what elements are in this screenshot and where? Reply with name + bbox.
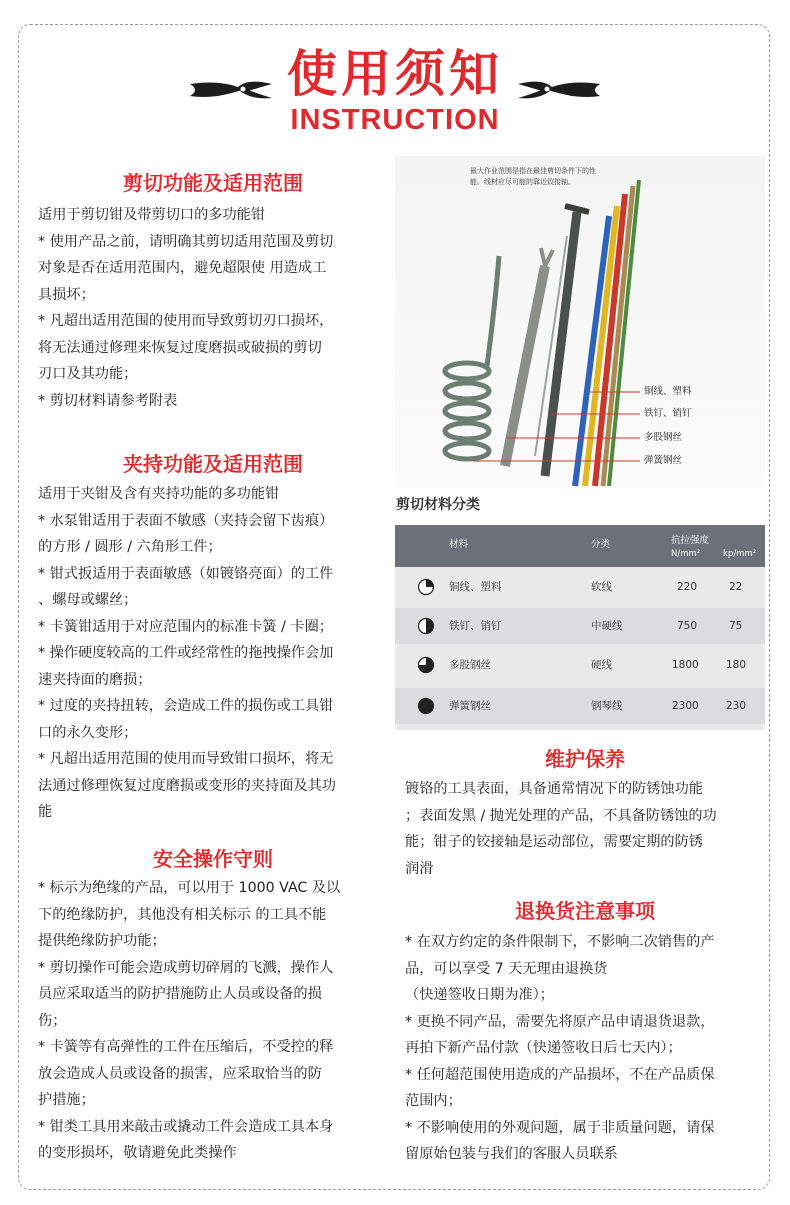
text-line: 、螺母或螺丝； bbox=[38, 592, 138, 608]
cell-category: 钢琴线 bbox=[591, 700, 623, 712]
text-line: * 卡簧钳适用于对应范围内的标准卡簧 / 卡圈； bbox=[38, 618, 333, 635]
section-body-maintenance bbox=[405, 776, 765, 882]
text-line: 品，可以享受 7 天无理由退换货 bbox=[405, 960, 608, 977]
header-unit-n: N/mm² bbox=[671, 549, 701, 559]
text-line: * 卡簧等有高弹性的工件在压缩后，不受控的释 bbox=[38, 1039, 334, 1055]
cell-n: 220 bbox=[677, 581, 698, 593]
cell-kp: 180 bbox=[726, 659, 747, 671]
text-line: 放会造成人员或设备的损害，应采取恰当的防 bbox=[38, 1065, 322, 1082]
text-line: * 标示为绝缘的产品，可以用于 1000 VAC 及以 bbox=[38, 880, 341, 896]
text-line: * 剪切操作可能会造成剪切碎屑的飞溅，操作人 bbox=[38, 959, 334, 976]
cell-n: 2300 bbox=[672, 700, 699, 712]
callout-label: 铁钉、销钉 bbox=[644, 408, 692, 419]
text-line: * 使用产品之前，请明确其剪切适用范围及剪切 bbox=[38, 233, 334, 250]
text-line: * 操作硬度较高的工件或经常性的拖拽操作会加 bbox=[38, 645, 334, 661]
header-category: 分类 bbox=[591, 539, 611, 550]
text-line: * 水泵钳适用于表面不敏感（夹持会留下齿痕） bbox=[38, 512, 334, 529]
cell-n: 750 bbox=[677, 620, 698, 632]
section-title-returns: 退换货注意事项 bbox=[515, 899, 655, 923]
text-line: * 任何超范围使用造成的产品损坏，不在产品质保 bbox=[405, 1066, 715, 1083]
text-line: * 凡超出适用范围的使用而导致剪切刃口损坏， bbox=[38, 313, 334, 329]
cell-category: 软线 bbox=[591, 581, 612, 593]
page-subtitle: INSTRUCTION bbox=[290, 104, 500, 136]
text-line: 能 bbox=[38, 804, 53, 820]
text-line: * 钳类工具用来敲击或撬动工件会造成工具本身 bbox=[38, 1118, 334, 1135]
hardness-full-icon bbox=[417, 697, 435, 715]
cell-material: 铜线、塑料 bbox=[449, 581, 502, 593]
text-line: * 更换不同产品，需要先将原产品申请退货退款， bbox=[405, 1013, 715, 1030]
cell-material: 铁钉、销钉 bbox=[449, 620, 502, 632]
callout-label: 多股钢丝 bbox=[644, 432, 683, 443]
section-body-cutting bbox=[38, 202, 388, 414]
text-line: 的方形 / 圆形 / 六角形工件； bbox=[38, 539, 222, 555]
text-line: 下的绝缘防护，其他没有相关标示 的工具不能 bbox=[38, 906, 327, 923]
text-line: 适用于夹钳及含有夹持功能的多功能钳 bbox=[38, 486, 280, 502]
table-row bbox=[395, 608, 765, 644]
cell-n: 1800 bbox=[672, 659, 699, 671]
section-body-safety bbox=[38, 875, 388, 1167]
text-line: 口的永久变形； bbox=[38, 724, 138, 741]
table-caption: 剪切材料分类 bbox=[396, 497, 480, 513]
section-title-safety: 安全操作守则 bbox=[153, 847, 273, 871]
cell-material: 弹簧钢丝 bbox=[449, 700, 491, 712]
section-title-clamping: 夹持功能及适用范围 bbox=[123, 452, 303, 476]
text-line: 员应采取适当的防护措施防止人员或设备的损 bbox=[38, 986, 322, 1002]
text-line: * 剪切材料请参考附表 bbox=[38, 392, 178, 409]
text-line: 具损坏； bbox=[38, 286, 95, 303]
text-line: ；表面发黑 / 抛光处理的产品，不具备防锈蚀的功 bbox=[405, 807, 717, 824]
text-line: 护措施； bbox=[38, 1092, 95, 1108]
text-line: * 不影响使用的外观问题，属于非质量问题，请保 bbox=[405, 1119, 715, 1136]
cell-category: 中硬线 bbox=[591, 620, 623, 632]
hardness-three-quarter-icon bbox=[417, 656, 435, 674]
cell-kp: 230 bbox=[726, 700, 747, 712]
text-line: 速夹持面的磨损； bbox=[38, 671, 152, 688]
header-strength: 抗拉强度 bbox=[671, 535, 710, 546]
cell-category: 硬线 bbox=[591, 659, 612, 671]
section-title-cutting: 剪切功能及适用范围 bbox=[123, 171, 303, 195]
callout-label: 弹簧钢丝 bbox=[644, 455, 683, 466]
text-line: 镀铬的工具表面，具备通常情况下的防锈蚀功能 bbox=[405, 781, 703, 797]
text-line: * 在双方约定的条件限制下，不影响二次销售的产 bbox=[405, 934, 715, 950]
text-line: 留原始包装与我们的客服人员联系 bbox=[405, 1146, 618, 1162]
table-row bbox=[395, 647, 765, 683]
text-line: 适用于剪切钳及带剪切口的多功能钳 bbox=[38, 207, 266, 223]
header-unit-kp: kp/mm² bbox=[723, 549, 757, 559]
text-line: 再拍下新产品付款（快递签收日后七天内）； bbox=[405, 1040, 682, 1056]
text-line: 对象是否在适用范围内，避免超限使 用造成工 bbox=[38, 260, 327, 276]
page-title: 使用须知 bbox=[287, 45, 503, 103]
callout-label: 铜线、塑料 bbox=[644, 386, 692, 397]
hardness-quarter-icon bbox=[417, 578, 435, 596]
text-line: * 钳式扳适用于表面敏感（如镀铬亮面）的工件 bbox=[38, 565, 334, 582]
header-material: 材料 bbox=[449, 539, 469, 550]
text-line: 伤； bbox=[38, 1012, 67, 1029]
table-row bbox=[395, 688, 765, 724]
table-row bbox=[395, 569, 765, 605]
hardness-half-icon bbox=[417, 617, 435, 635]
text-line: 提供绝缘防护功能； bbox=[38, 933, 166, 949]
cell-kp: 22 bbox=[729, 581, 743, 593]
text-line: 将无法通过修理来恢复过度磨损或破损的剪切 bbox=[38, 339, 322, 356]
text-line: 范围内； bbox=[405, 1093, 462, 1109]
text-line: 法通过修理恢复过度磨损或变形的夹持面及其功 bbox=[38, 777, 336, 794]
text-line: * 凡超出适用范围的使用而导致钳口损坏，将无 bbox=[38, 751, 334, 767]
text-line: 刃口及其功能； bbox=[38, 366, 138, 382]
cell-kp: 75 bbox=[729, 620, 743, 632]
photo-note: 最大作业范围是指在最佳剪切条件下的性能。线材应尽可能的靠近铰接轴。 bbox=[470, 167, 596, 186]
section-body-clamping bbox=[38, 481, 388, 826]
section-body-returns bbox=[405, 929, 765, 1168]
table-header bbox=[395, 525, 765, 567]
cutting-materials-table bbox=[395, 525, 765, 730]
wire-samples-image bbox=[395, 156, 765, 488]
text-line: 的变形损坏，敬请避免此类操作 bbox=[38, 1145, 237, 1161]
text-line: （快递签收日期为准）； bbox=[405, 987, 554, 1003]
text-line: 润滑 bbox=[405, 860, 434, 877]
section-title-maintenance: 维护保养 bbox=[545, 747, 625, 771]
text-line: * 过度的夹持扭转，会造成工件的损伤或工具钳 bbox=[38, 698, 334, 714]
text-line: 能；钳子的铰接轴是运动部位，需要定期的防锈 bbox=[405, 834, 703, 850]
cell-material: 多股钢丝 bbox=[449, 659, 491, 671]
